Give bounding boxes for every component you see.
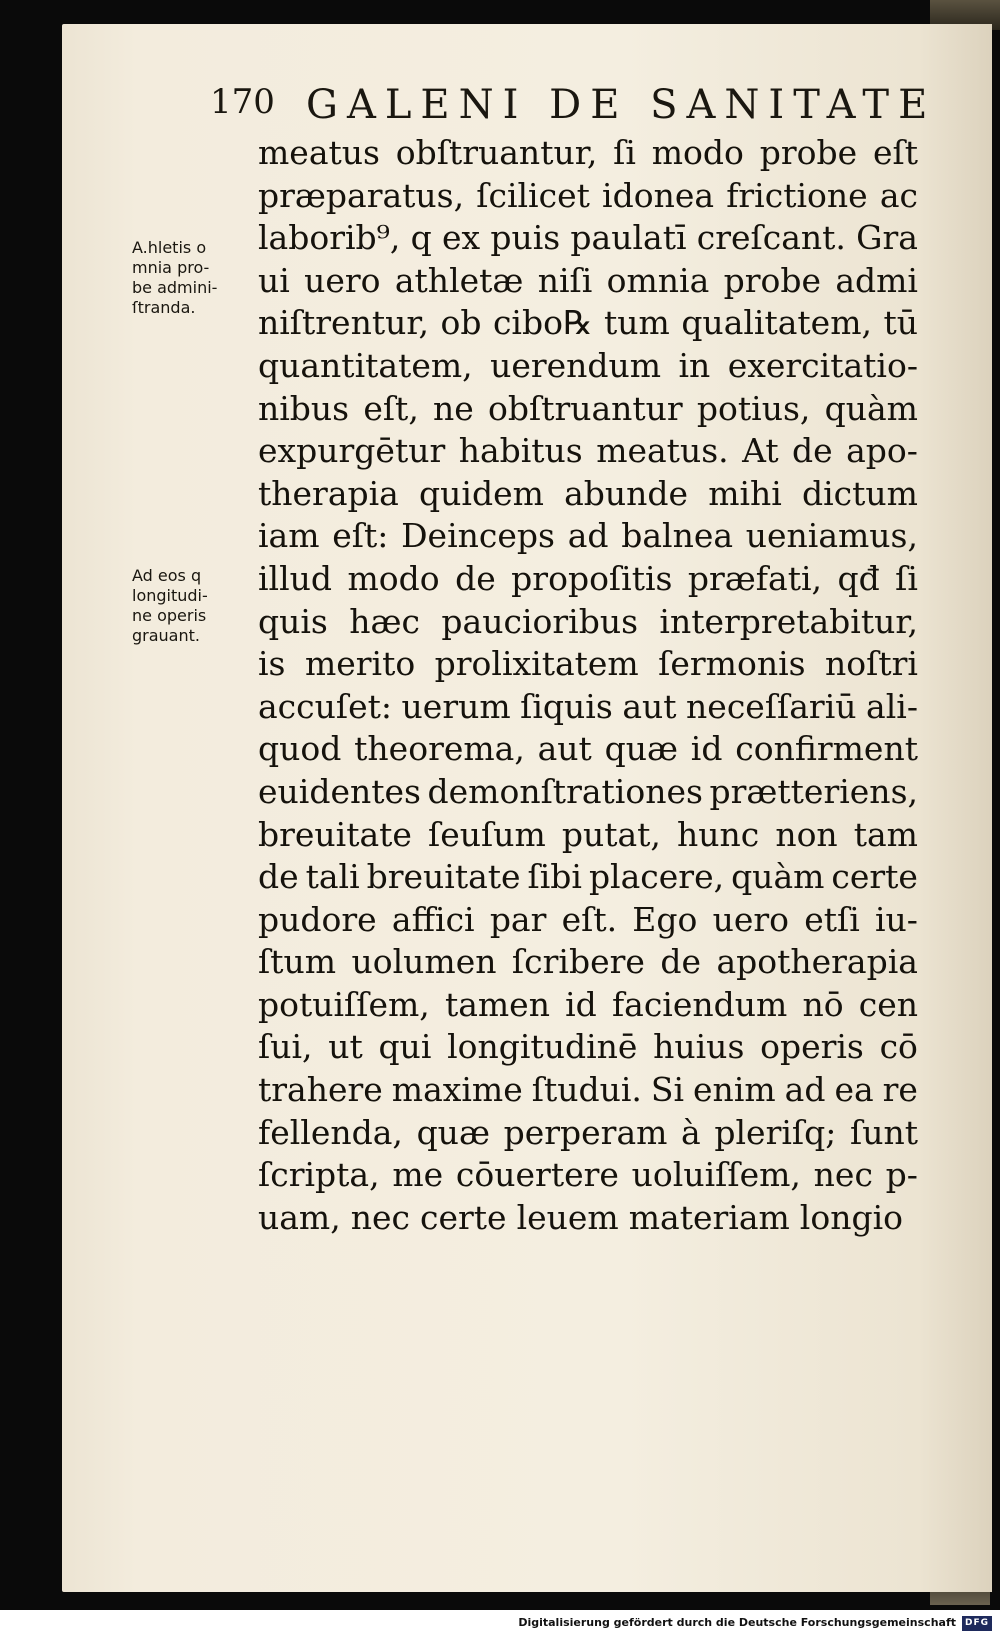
word: ſibi: [527, 857, 582, 897]
text-line: [258, 1197, 918, 1240]
text-line: [258, 1154, 918, 1197]
word: Gra: [856, 218, 918, 258]
funding-credit: Digitalisierung gefördert durch die Deutsche Forschungsgemeinschaft: [518, 1616, 956, 1629]
word: quàm: [731, 857, 825, 897]
word: ex: [441, 218, 481, 258]
text-line: [258, 388, 918, 431]
text-line: [258, 558, 918, 601]
word: tum: [604, 303, 670, 343]
word: potuiſſem,: [258, 984, 430, 1024]
word: illud: [258, 558, 333, 598]
margin-note-line: A.hletis o: [132, 238, 207, 257]
word: quæ: [416, 1112, 490, 1152]
word: meatus.: [596, 431, 729, 471]
word: q: [410, 218, 432, 258]
text-line: [258, 473, 918, 516]
word: aut: [537, 729, 592, 769]
word: ſcripta,: [258, 1155, 380, 1195]
word: potius,: [696, 388, 811, 428]
word: uolumen: [351, 942, 497, 982]
word: laborib⁹,: [258, 218, 401, 258]
word: uerum: [401, 686, 511, 726]
word: faciendum: [611, 984, 788, 1024]
word: confirment: [735, 729, 918, 769]
word: aut: [622, 686, 677, 726]
text-line: [258, 175, 918, 218]
word: cōuertere: [455, 1155, 619, 1195]
word: apotherapia: [716, 942, 918, 982]
word: dictum: [802, 473, 918, 513]
word: prætteriens,: [709, 771, 918, 811]
word: fellenda,: [258, 1112, 403, 1152]
word: theorema,: [354, 729, 525, 769]
word: ea: [834, 1070, 874, 1110]
digitization-footer: [0, 1614, 1000, 1635]
word: nec: [350, 1197, 410, 1237]
word: quàm: [824, 388, 918, 428]
word: operis: [760, 1027, 864, 1067]
word: ſi: [895, 558, 918, 598]
word: quantitatem,: [258, 345, 473, 385]
text-line: [258, 1112, 918, 1155]
text-line: [258, 814, 918, 857]
word: eſt:: [332, 516, 389, 556]
word: certe: [419, 1197, 507, 1237]
word: ut: [328, 1027, 363, 1067]
word: merito: [304, 644, 416, 684]
text-line: [258, 345, 918, 388]
margin-note-line: mnia pro-: [132, 258, 210, 277]
word: cibo℞: [492, 303, 593, 343]
word: id: [565, 984, 597, 1024]
word: ſtum: [258, 942, 337, 982]
word: omnia: [606, 260, 710, 300]
text-line: [258, 771, 918, 814]
word: re: [882, 1070, 918, 1110]
word: de: [792, 431, 833, 471]
word: probe: [723, 260, 822, 300]
word: hunc: [677, 814, 760, 854]
word: qui: [378, 1027, 432, 1067]
word: idonea: [602, 175, 715, 215]
word: uoluiſſem,: [631, 1155, 801, 1195]
word: tamen: [444, 984, 550, 1024]
word: therapia: [258, 473, 399, 513]
word: propoſitis: [511, 558, 673, 598]
word: accuſet:: [258, 686, 393, 726]
word: ſunt: [849, 1112, 918, 1152]
word: ueniamus,: [745, 516, 918, 556]
word: placere,: [588, 857, 725, 897]
text-line: [258, 941, 918, 984]
word: paulatī: [570, 218, 687, 258]
word: pleriſq;: [714, 1112, 837, 1152]
word: eſt: [872, 133, 918, 172]
word: ſeuſum: [428, 814, 546, 854]
word: ac: [879, 175, 918, 215]
word: breuitate: [258, 814, 412, 854]
word: breuitate: [366, 857, 521, 897]
word: nibus: [258, 388, 350, 428]
word: non: [775, 814, 838, 854]
word: perperam: [503, 1112, 668, 1152]
page-number: 170: [210, 82, 275, 122]
word: ſiquis: [520, 686, 613, 726]
word: interpretabitur,: [659, 601, 918, 641]
word: de: [660, 942, 701, 982]
word: ali-: [866, 686, 918, 726]
word: quæ: [604, 729, 678, 769]
word: etſi: [804, 899, 860, 939]
text-line: [258, 601, 918, 644]
word: obſtruantur: [487, 388, 683, 428]
word: uero: [712, 899, 790, 939]
word: in: [678, 345, 711, 385]
word: ob: [440, 303, 482, 343]
word: admi: [835, 260, 918, 300]
word: abunde: [564, 473, 689, 513]
word: leuem: [516, 1197, 619, 1237]
word: pudore: [258, 899, 377, 939]
word: niſi: [537, 260, 593, 300]
word: ſtudui.: [531, 1070, 642, 1110]
dfg-logo-icon: DFG: [962, 1616, 992, 1631]
word: modo: [347, 558, 440, 598]
word: iam: [258, 516, 320, 556]
word: tali: [305, 857, 360, 897]
word: uero: [304, 260, 381, 300]
running-title: GALENI DE SANITATE: [306, 82, 937, 128]
text-line: [258, 728, 918, 771]
word: cō: [879, 1027, 918, 1067]
text-line: [258, 132, 918, 175]
word: meatus: [258, 133, 380, 172]
word: enim: [693, 1070, 776, 1110]
word: materiam: [628, 1197, 790, 1237]
word: de: [258, 857, 299, 897]
margin-note-line: ne operis: [132, 606, 207, 625]
word: à: [681, 1112, 701, 1152]
word: obſtruantur,: [395, 133, 598, 172]
word: longio: [799, 1197, 904, 1237]
word: puis: [490, 218, 561, 258]
word: iu-: [875, 899, 918, 939]
word: athletæ: [394, 260, 524, 300]
word: uam,: [258, 1197, 341, 1237]
word: Deinceps: [401, 516, 555, 556]
word: ad: [567, 516, 609, 556]
word: creſcant.: [696, 218, 846, 258]
text-line: [258, 1026, 918, 1069]
word: modo: [651, 133, 744, 172]
word: eſt.: [561, 899, 618, 939]
text-line: [258, 899, 918, 942]
word: certe: [831, 857, 918, 897]
word: euidentes: [258, 771, 421, 811]
word: ad: [784, 1070, 826, 1110]
margin-note-line: be admini-: [132, 278, 218, 297]
word: de: [455, 558, 496, 598]
word: quis: [258, 601, 328, 641]
text-line: [258, 217, 918, 260]
margin-note-athletes: [132, 238, 258, 318]
word: is: [258, 644, 286, 684]
text-line: [258, 1069, 918, 1112]
word: ſcribere: [511, 942, 645, 982]
margin-note-line: longitudi-: [132, 586, 208, 605]
word: Ego: [632, 899, 698, 939]
word: probe: [759, 133, 858, 172]
word: putat,: [561, 814, 661, 854]
word: qđ: [837, 558, 880, 598]
word: eſt,: [363, 388, 419, 428]
word: paucioribus: [441, 601, 639, 641]
word: demonſtrationes: [427, 771, 703, 811]
word: qualitatem,: [681, 303, 872, 343]
word: ſi: [613, 133, 636, 172]
word: tam: [853, 814, 918, 854]
word: At: [742, 431, 779, 471]
word: præparatus,: [258, 175, 465, 215]
text-line: [258, 260, 918, 303]
word: hæc: [349, 601, 421, 641]
text-line: [258, 686, 918, 729]
word: me: [392, 1155, 444, 1195]
text-line: [258, 515, 918, 558]
word: quidem: [419, 473, 544, 513]
word: ſcilicet: [476, 175, 590, 215]
word: balnea: [621, 516, 734, 556]
word: exercitatio-: [727, 345, 918, 385]
word: quod: [258, 729, 342, 769]
word: Si: [650, 1070, 685, 1110]
margin-note-length: [132, 566, 258, 646]
word: expurgētur: [258, 431, 446, 471]
word: maxime: [391, 1070, 523, 1110]
word: ſermonis: [658, 644, 806, 684]
word: apo-: [846, 431, 918, 471]
word: par: [489, 899, 547, 939]
body-text: [258, 132, 918, 1239]
word: ui: [258, 260, 290, 300]
text-line: [258, 430, 918, 473]
word: habitus: [458, 431, 583, 471]
word: præfati,: [687, 558, 823, 598]
word: uerendum: [490, 345, 662, 385]
word: cen: [858, 984, 918, 1024]
word: longitudinē: [447, 1027, 638, 1067]
word: niſtrentur,: [258, 303, 429, 343]
margin-note-line: grauant.: [132, 626, 200, 645]
word: neceſſariū: [686, 686, 857, 726]
word: prolixitatem: [434, 644, 639, 684]
margin-note-line: ſtranda.: [132, 298, 196, 317]
word: frictione: [726, 175, 868, 215]
text-line: [258, 643, 918, 686]
word: id: [690, 729, 723, 769]
text-line: [258, 984, 918, 1027]
word: trahere: [258, 1070, 383, 1110]
word: affici: [391, 899, 475, 939]
word: nec: [813, 1155, 873, 1195]
word: tū: [883, 303, 918, 343]
word: nō: [802, 984, 844, 1024]
word: noſtri: [825, 644, 918, 684]
text-line: [258, 302, 918, 345]
word: ne: [433, 388, 474, 428]
word: mihi: [708, 473, 782, 513]
text-line: [258, 856, 918, 899]
word: ſui,: [258, 1027, 313, 1067]
margin-note-line: Ad eos q: [132, 566, 202, 585]
word: huius: [653, 1027, 745, 1067]
word: p-: [885, 1155, 918, 1195]
